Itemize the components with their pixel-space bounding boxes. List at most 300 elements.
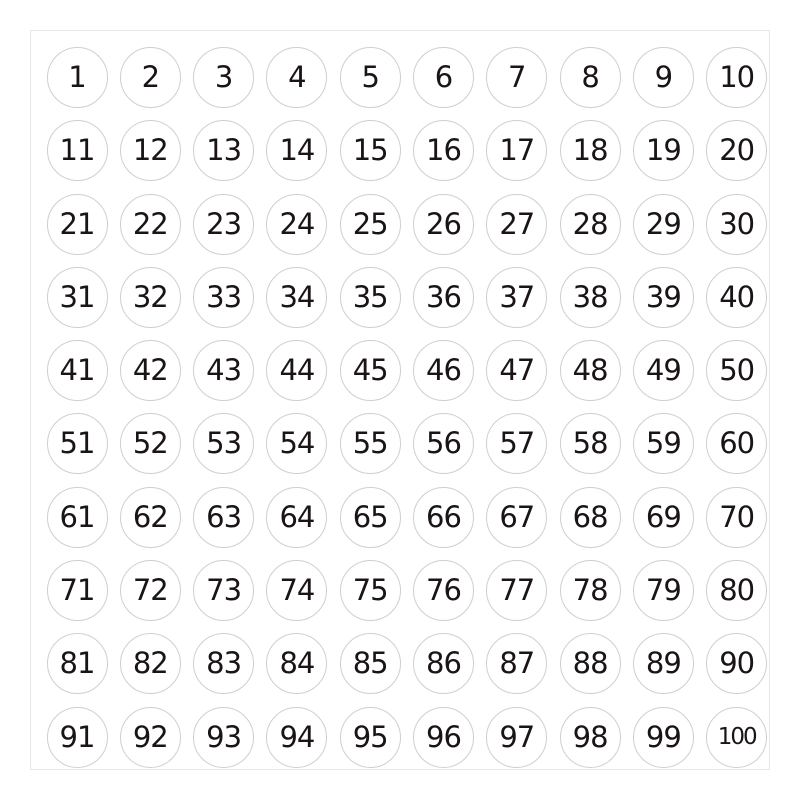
sticker-number: 48	[572, 353, 608, 388]
number-sticker	[120, 633, 181, 694]
sticker-cell	[334, 481, 406, 554]
number-sticker	[560, 487, 621, 548]
sticker-cell	[481, 627, 553, 700]
sticker-number: 63	[206, 499, 242, 534]
sticker-sheet	[30, 30, 770, 770]
sticker-number: 14	[279, 133, 315, 168]
sticker-number: 89	[645, 646, 681, 681]
number-sticker	[47, 194, 108, 255]
sticker-number: 68	[572, 499, 608, 534]
number-sticker	[266, 633, 327, 694]
sticker-number: 57	[499, 426, 535, 461]
sticker-number: 71	[59, 573, 95, 608]
number-sticker	[633, 194, 694, 255]
sticker-number: 88	[572, 646, 608, 681]
number-sticker	[193, 633, 254, 694]
number-sticker	[120, 560, 181, 621]
sticker-number: 81	[59, 646, 95, 681]
sticker-cell	[701, 188, 773, 261]
number-sticker	[340, 340, 401, 401]
sticker-cell	[114, 188, 186, 261]
sticker-cell	[114, 334, 186, 407]
number-sticker	[266, 267, 327, 328]
number-sticker	[560, 194, 621, 255]
sticker-cell	[41, 701, 113, 774]
number-sticker	[193, 413, 254, 474]
sticker-cell	[114, 701, 186, 774]
sticker-cell	[481, 407, 553, 480]
sticker-cell	[701, 701, 773, 774]
sticker-number: 100	[717, 723, 756, 750]
number-sticker	[120, 47, 181, 108]
number-sticker	[706, 340, 767, 401]
sticker-number: 34	[279, 279, 315, 314]
number-sticker	[266, 340, 327, 401]
sticker-cell	[114, 627, 186, 700]
number-sticker	[47, 560, 108, 621]
number-sticker	[706, 267, 767, 328]
sticker-cell	[407, 554, 479, 627]
sticker-number: 36	[426, 279, 461, 314]
number-sticker	[193, 560, 254, 621]
sticker-cell	[114, 41, 186, 114]
sticker-cell	[407, 41, 479, 114]
sticker-cell	[627, 407, 699, 480]
number-sticker	[486, 340, 547, 401]
sticker-cell	[188, 407, 260, 480]
number-sticker	[340, 413, 401, 474]
sticker-cell	[407, 481, 479, 554]
sticker-number: 91	[59, 719, 95, 754]
number-sticker	[266, 413, 327, 474]
sticker-number: 95	[352, 719, 388, 754]
number-sticker	[706, 487, 767, 548]
sticker-number: 93	[206, 719, 242, 754]
sticker-number: 39	[645, 279, 681, 314]
number-sticker	[120, 707, 181, 768]
sticker-number: 75	[352, 573, 388, 608]
number-sticker	[486, 487, 547, 548]
sticker-number: 74	[279, 573, 315, 608]
sticker-number: 15	[352, 133, 388, 168]
sticker-number: 62	[132, 499, 168, 534]
number-sticker	[633, 707, 694, 768]
sticker-cell	[701, 41, 773, 114]
sticker-cell	[41, 334, 113, 407]
number-sticker	[193, 487, 254, 548]
sticker-cell	[261, 701, 333, 774]
number-sticker	[413, 413, 474, 474]
sticker-cell	[407, 188, 479, 261]
sticker-cell	[188, 114, 260, 187]
sticker-cell	[627, 334, 699, 407]
sticker-number: 35	[352, 279, 388, 314]
sticker-cell	[334, 188, 406, 261]
number-sticker	[706, 560, 767, 621]
number-sticker	[47, 267, 108, 328]
sticker-number: 28	[572, 206, 608, 241]
number-sticker	[47, 487, 108, 548]
sticker-cell	[188, 41, 260, 114]
sticker-cell	[188, 554, 260, 627]
number-sticker	[560, 340, 621, 401]
sticker-number: 96	[426, 719, 461, 754]
number-sticker	[486, 413, 547, 474]
sticker-number: 17	[499, 133, 535, 168]
number-sticker	[47, 413, 108, 474]
number-sticker	[266, 487, 327, 548]
sticker-number: 11	[59, 133, 95, 168]
sticker-cell	[481, 701, 553, 774]
number-sticker	[413, 560, 474, 621]
sticker-cell	[554, 627, 626, 700]
sticker-number: 4	[288, 60, 306, 94]
sticker-number: 49	[645, 353, 681, 388]
number-sticker	[413, 633, 474, 694]
sticker-number: 2	[141, 60, 160, 94]
sticker-cell	[261, 188, 333, 261]
number-sticker	[340, 47, 401, 108]
sticker-number: 55	[352, 426, 388, 461]
sticker-number: 44	[279, 353, 315, 388]
number-sticker	[706, 120, 767, 181]
sticker-number: 23	[206, 206, 242, 241]
number-sticker	[193, 47, 254, 108]
sticker-cell	[407, 701, 479, 774]
sticker-cell	[334, 41, 406, 114]
sticker-number: 3	[214, 60, 233, 94]
sticker-number: 12	[132, 133, 168, 168]
number-sticker	[413, 340, 474, 401]
sticker-number: 65	[352, 499, 388, 534]
sticker-number: 51	[59, 426, 95, 461]
sticker-cell	[114, 481, 186, 554]
sticker-number: 77	[499, 573, 535, 608]
number-sticker	[266, 47, 327, 108]
sticker-number: 24	[279, 206, 315, 241]
sticker-number: 69	[645, 499, 681, 534]
sticker-number: 42	[132, 353, 168, 388]
sticker-number: 43	[206, 353, 242, 388]
sticker-cell	[481, 41, 553, 114]
number-sticker	[193, 267, 254, 328]
sticker-number: 29	[645, 206, 681, 241]
sticker-cell	[481, 334, 553, 407]
sticker-number: 8	[581, 60, 599, 94]
sticker-number: 46	[426, 353, 461, 388]
sticker-cell	[407, 334, 479, 407]
number-sticker	[340, 707, 401, 768]
sticker-cell	[41, 627, 113, 700]
sticker-cell	[261, 554, 333, 627]
sticker-number: 30	[719, 206, 755, 241]
sticker-number: 99	[645, 719, 681, 754]
sticker-number: 19	[645, 133, 681, 168]
sticker-cell	[627, 701, 699, 774]
number-sticker	[120, 194, 181, 255]
sticker-cell	[41, 407, 113, 480]
sticker-cell	[554, 554, 626, 627]
number-sticker	[266, 194, 327, 255]
number-sticker	[413, 47, 474, 108]
sticker-cell	[188, 481, 260, 554]
number-sticker	[340, 560, 401, 621]
number-sticker	[560, 120, 621, 181]
sticker-cell	[481, 481, 553, 554]
sticker-cell	[701, 407, 773, 480]
sticker-number: 70	[719, 499, 755, 534]
number-sticker	[486, 707, 547, 768]
number-sticker	[266, 707, 327, 768]
number-sticker	[633, 633, 694, 694]
sticker-cell	[627, 114, 699, 187]
sticker-cell	[261, 627, 333, 700]
sticker-number: 5	[361, 60, 379, 94]
number-sticker	[340, 487, 401, 548]
sticker-number: 26	[426, 206, 461, 241]
number-sticker	[633, 340, 694, 401]
sticker-cell	[188, 188, 260, 261]
sticker-cell	[41, 188, 113, 261]
number-sticker	[193, 340, 254, 401]
sticker-number: 16	[426, 133, 461, 168]
number-sticker	[120, 413, 181, 474]
sticker-number: 84	[279, 646, 315, 681]
number-sticker	[560, 633, 621, 694]
sticker-number: 87	[499, 646, 535, 681]
number-sticker	[486, 267, 547, 328]
number-sticker	[633, 47, 694, 108]
sticker-number: 40	[719, 279, 755, 314]
sticker-cell	[407, 114, 479, 187]
sticker-number: 47	[499, 353, 535, 388]
sticker-number: 1	[68, 60, 86, 94]
sticker-number: 72	[132, 573, 168, 608]
number-sticker	[633, 267, 694, 328]
sticker-number: 73	[206, 573, 242, 608]
sticker-cell	[407, 627, 479, 700]
number-sticker	[193, 707, 254, 768]
sticker-cell	[334, 701, 406, 774]
sticker-cell	[41, 481, 113, 554]
sticker-number: 66	[426, 499, 461, 534]
sticker-cell	[627, 627, 699, 700]
number-sticker	[340, 633, 401, 694]
number-sticker	[486, 47, 547, 108]
number-sticker	[486, 120, 547, 181]
sticker-cell	[481, 554, 553, 627]
sticker-number: 50	[719, 353, 755, 388]
sticker-number: 52	[132, 426, 168, 461]
sticker-number: 41	[59, 353, 95, 388]
sticker-cell	[41, 554, 113, 627]
number-sticker	[413, 267, 474, 328]
sticker-number: 82	[132, 646, 168, 681]
number-sticker	[633, 560, 694, 621]
sticker-cell	[481, 261, 553, 334]
number-sticker	[560, 560, 621, 621]
number-sticker	[47, 633, 108, 694]
sticker-cell	[261, 114, 333, 187]
number-sticker	[413, 707, 474, 768]
sticker-cell	[627, 41, 699, 114]
sticker-number: 67	[499, 499, 535, 534]
sticker-number: 33	[206, 279, 242, 314]
sticker-cell	[334, 407, 406, 480]
number-sticker	[120, 120, 181, 181]
sticker-cell	[334, 114, 406, 187]
number-sticker	[266, 560, 327, 621]
sticker-number: 83	[206, 646, 242, 681]
number-sticker	[560, 47, 621, 108]
sticker-number: 58	[572, 426, 608, 461]
sticker-cell	[701, 261, 773, 334]
sticker-cell	[627, 481, 699, 554]
sticker-cell	[334, 627, 406, 700]
number-sticker	[47, 707, 108, 768]
number-sticker	[413, 487, 474, 548]
sticker-number: 90	[719, 646, 755, 681]
number-sticker	[706, 707, 767, 768]
sticker-number: 64	[279, 499, 315, 534]
sticker-cell	[627, 188, 699, 261]
sticker-cell	[261, 407, 333, 480]
sticker-number: 27	[499, 206, 535, 241]
sticker-number: 56	[426, 426, 461, 461]
sticker-cell	[701, 627, 773, 700]
sticker-number: 94	[279, 719, 315, 754]
sticker-number: 7	[508, 60, 526, 94]
sticker-cell	[701, 114, 773, 187]
number-sticker	[413, 194, 474, 255]
sticker-cell	[554, 481, 626, 554]
number-sticker	[706, 633, 767, 694]
sticker-cell	[188, 334, 260, 407]
number-sticker	[633, 120, 694, 181]
sticker-cell	[334, 261, 406, 334]
sticker-cell	[407, 407, 479, 480]
number-sticker	[47, 340, 108, 401]
sticker-number: 9	[654, 60, 673, 94]
sticker-cell	[554, 41, 626, 114]
sticker-cell	[261, 261, 333, 334]
sticker-number: 10	[719, 60, 755, 94]
sticker-cell	[41, 41, 113, 114]
number-sticker	[706, 47, 767, 108]
sticker-cell	[261, 481, 333, 554]
sticker-number: 78	[572, 573, 608, 608]
sticker-cell	[554, 188, 626, 261]
number-sticker	[486, 194, 547, 255]
sticker-number: 31	[59, 279, 95, 314]
sticker-number: 21	[59, 206, 95, 241]
number-sticker	[47, 120, 108, 181]
sticker-number: 97	[499, 719, 535, 754]
number-sticker	[633, 413, 694, 474]
sticker-cell	[554, 701, 626, 774]
number-sticker	[340, 120, 401, 181]
number-sticker	[560, 267, 621, 328]
sticker-number: 38	[572, 279, 608, 314]
sticker-cell	[481, 114, 553, 187]
sticker-cell	[701, 554, 773, 627]
sticker-cell	[41, 114, 113, 187]
sticker-cell	[627, 261, 699, 334]
sticker-number: 54	[279, 426, 315, 461]
number-sticker	[340, 194, 401, 255]
sticker-cell	[701, 334, 773, 407]
sticker-cell	[41, 261, 113, 334]
number-sticker	[340, 267, 401, 328]
sticker-cell	[261, 41, 333, 114]
sticker-cell	[554, 114, 626, 187]
sticker-number: 98	[572, 719, 608, 754]
number-sticker	[560, 707, 621, 768]
sticker-number: 92	[132, 719, 168, 754]
number-sticker	[560, 413, 621, 474]
sticker-number: 25	[352, 206, 388, 241]
number-sticker	[706, 194, 767, 255]
sticker-cell	[554, 261, 626, 334]
number-sticker	[120, 267, 181, 328]
sticker-cell	[554, 407, 626, 480]
number-sticker	[120, 340, 181, 401]
sticker-number: 45	[352, 353, 388, 388]
sticker-number: 80	[719, 573, 755, 608]
sticker-number: 18	[572, 133, 608, 168]
sticker-number: 61	[59, 499, 95, 534]
sticker-number: 6	[434, 60, 453, 94]
sticker-cell	[114, 554, 186, 627]
sticker-cell	[188, 627, 260, 700]
sticker-cell	[114, 407, 186, 480]
sticker-cell	[334, 554, 406, 627]
number-sticker	[266, 120, 327, 181]
sticker-number: 37	[499, 279, 535, 314]
number-sticker	[47, 47, 108, 108]
sticker-cell	[481, 188, 553, 261]
sticker-cell	[627, 554, 699, 627]
number-sticker	[413, 120, 474, 181]
number-sticker	[120, 487, 181, 548]
sticker-cell	[701, 481, 773, 554]
sticker-cell	[261, 334, 333, 407]
sticker-number: 20	[719, 133, 755, 168]
number-sticker	[193, 194, 254, 255]
sticker-cell	[334, 334, 406, 407]
sticker-number: 76	[426, 573, 461, 608]
sticker-number: 22	[132, 206, 168, 241]
sticker-number: 60	[719, 426, 755, 461]
sticker-cell	[188, 261, 260, 334]
number-sticker	[486, 633, 547, 694]
sticker-number: 59	[645, 426, 681, 461]
sticker-number: 79	[645, 573, 681, 608]
sticker-number: 32	[132, 279, 168, 314]
number-sticker	[193, 120, 254, 181]
sticker-cell	[114, 114, 186, 187]
number-sticker	[486, 560, 547, 621]
sticker-number: 13	[206, 133, 242, 168]
sticker-number: 85	[352, 646, 388, 681]
sticker-cell	[554, 334, 626, 407]
sticker-cell	[407, 261, 479, 334]
sticker-cell	[114, 261, 186, 334]
number-sticker	[633, 487, 694, 548]
sticker-number: 53	[206, 426, 242, 461]
sticker-cell	[188, 701, 260, 774]
sticker-number: 86	[426, 646, 461, 681]
